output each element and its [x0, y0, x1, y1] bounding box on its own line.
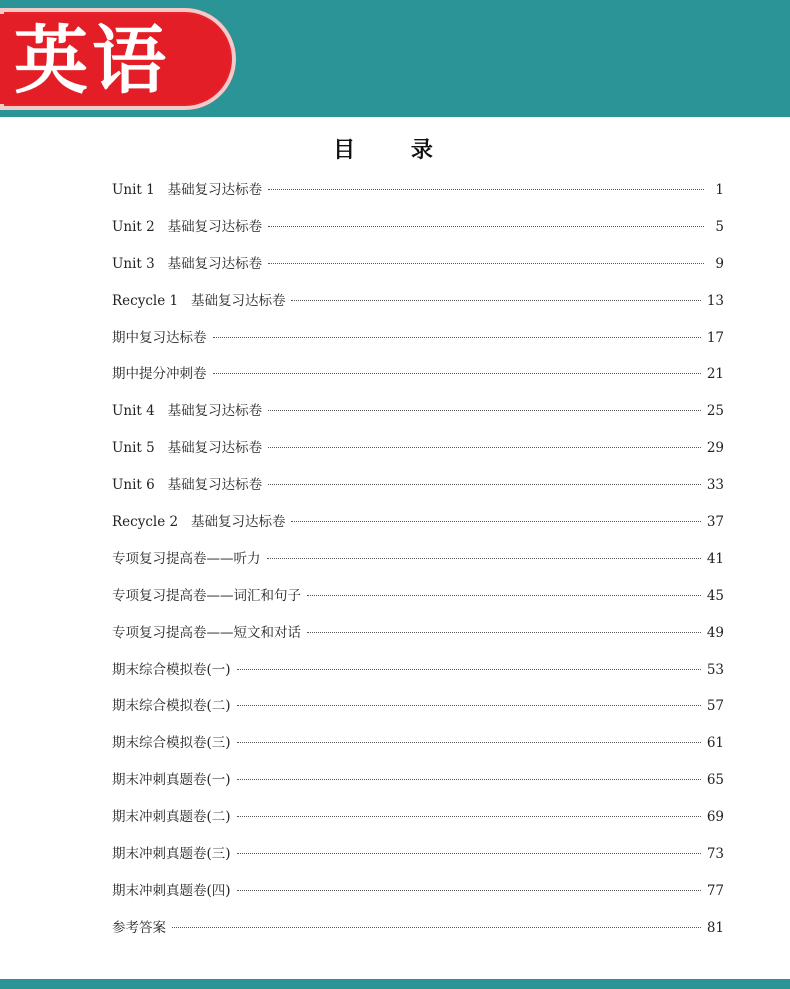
toc-entry[interactable] [112, 770, 724, 807]
toc-entry[interactable] [112, 438, 724, 475]
toc-leader-dots [268, 226, 704, 227]
toc-entry[interactable] [112, 401, 724, 438]
toc-entry-page-number: 65 [706, 772, 724, 789]
toc-entry[interactable] [112, 696, 724, 733]
toc-leader-dots [237, 742, 701, 743]
toc-page [0, 117, 790, 979]
toc-entry[interactable] [112, 623, 724, 660]
toc-entry-label: 专项复习提高卷——听力 [112, 550, 261, 567]
bottom-band [0, 979, 790, 989]
toc-leader-dots [213, 337, 701, 338]
toc-entry-page-number: 73 [706, 846, 724, 863]
toc-entry-page-number: 37 [706, 514, 724, 531]
toc-entry[interactable] [112, 180, 724, 217]
toc-leader-dots [268, 189, 704, 190]
toc-entry-label: 期末综合模拟卷(一) [112, 661, 231, 678]
toc-entry-label: 期末综合模拟卷(三) [112, 735, 231, 752]
toc-entry[interactable] [112, 475, 724, 512]
toc-leader-dots [237, 705, 701, 706]
toc-entry-label: 期末冲刺真题卷(一) [112, 772, 231, 789]
toc-entry-label: 期末综合模拟卷(二) [112, 698, 231, 715]
page-title: 目 录 [333, 138, 457, 163]
toc-entry-page-number: 29 [706, 440, 724, 457]
table-of-contents [112, 180, 724, 955]
toc-entry-page-number: 13 [706, 292, 724, 309]
toc-entry-label: 期末冲刺真题卷(四) [112, 882, 231, 899]
toc-entry[interactable] [112, 512, 724, 549]
toc-entry-page-number: 77 [706, 882, 724, 899]
toc-entry-label: Recycle 2 基础复习达标卷 [112, 514, 286, 531]
toc-entry-page-number: 25 [706, 403, 724, 420]
toc-entry-label: 参考答案 [112, 919, 166, 936]
toc-entry[interactable] [112, 807, 724, 844]
toc-entry-page-number: 17 [706, 329, 724, 346]
toc-leader-dots [291, 300, 700, 301]
toc-entry-page-number: 21 [706, 366, 724, 383]
toc-entry-label: Unit 1 基础复习达标卷 [112, 182, 263, 198]
toc-entry-label: Unit 4 基础复习达标卷 [112, 403, 263, 420]
toc-entry[interactable] [112, 549, 724, 586]
toc-entry-page-number: 57 [706, 698, 724, 715]
toc-leader-dots [268, 263, 704, 264]
toc-entry[interactable] [112, 364, 724, 401]
toc-entry[interactable] [112, 291, 724, 328]
toc-entry-page-number: 45 [706, 587, 724, 604]
toc-leader-dots [172, 927, 701, 928]
toc-leader-dots [213, 373, 701, 374]
toc-entry-page-number: 53 [706, 661, 724, 678]
toc-leader-dots [268, 447, 701, 448]
toc-leader-dots [267, 558, 701, 559]
toc-entry[interactable] [112, 660, 724, 697]
toc-entry-label: Unit 3 基础复习达标卷 [112, 255, 263, 272]
toc-entry-page-number: 33 [706, 477, 724, 494]
toc-leader-dots [307, 595, 701, 596]
toc-entry-label: 期中复习达标卷 [112, 329, 207, 346]
toc-entry[interactable] [112, 881, 724, 918]
subject-title: 英语 [14, 18, 170, 104]
toc-entry-label: 期中提分冲刺卷 [112, 366, 207, 383]
toc-entry-label: Unit 5 基础复习达标卷 [112, 440, 263, 457]
toc-entry-page-number: 69 [706, 809, 724, 826]
toc-entry[interactable] [112, 328, 724, 365]
toc-entry-label: Unit 2 基础复习达标卷 [112, 218, 263, 235]
toc-leader-dots [268, 484, 701, 485]
toc-entry[interactable] [112, 844, 724, 881]
toc-entry-page-number: 49 [706, 624, 724, 641]
toc-entry-label: 专项复习提高卷——词汇和句子 [112, 587, 301, 604]
toc-entry-label: 期末冲刺真题卷(二) [112, 809, 231, 826]
toc-entry-page-number: 81 [706, 919, 724, 936]
subject-tab [0, 8, 236, 110]
toc-entry[interactable] [112, 733, 724, 770]
toc-entry-page-number: 61 [706, 735, 724, 752]
toc-leader-dots [291, 521, 700, 522]
toc-entry-page-number: 5 [715, 218, 724, 235]
toc-leader-dots [237, 669, 701, 670]
toc-leader-dots [307, 632, 701, 633]
toc-entry-page-number: 9 [715, 255, 724, 272]
toc-entry-label: 期末冲刺真题卷(三) [112, 846, 231, 863]
toc-entry-page-number: 41 [706, 550, 724, 567]
toc-entry[interactable] [112, 918, 724, 955]
toc-entry-label: Unit 6 基础复习达标卷 [112, 477, 263, 494]
toc-leader-dots [237, 853, 701, 854]
toc-leader-dots [268, 410, 701, 411]
toc-entry[interactable] [112, 586, 724, 623]
toc-leader-dots [237, 779, 701, 780]
toc-leader-dots [237, 890, 701, 891]
toc-entry-page-number: 1 [715, 182, 724, 198]
toc-entry[interactable] [112, 254, 724, 291]
toc-entry-label: 专项复习提高卷——短文和对话 [112, 624, 301, 641]
toc-entry-label: Recycle 1 基础复习达标卷 [112, 292, 286, 309]
toc-entry[interactable] [112, 217, 724, 254]
toc-leader-dots [237, 816, 701, 817]
